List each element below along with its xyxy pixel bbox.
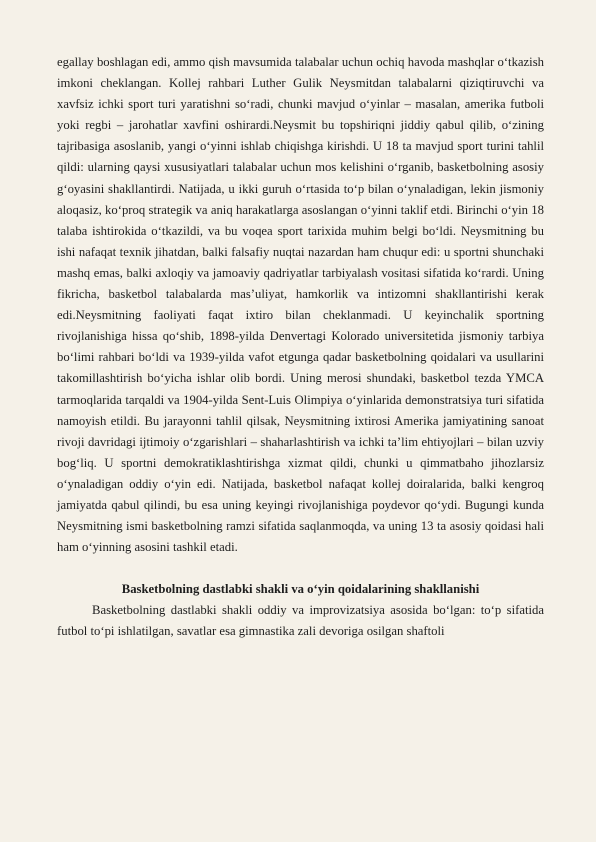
body-paragraph: egallay boshlagan edi, ammo qish mavsumida talabalar uchun ochiq havoda mashqlar o‘tkazish imkoni cheklangan. Kollej rahbari Luther Gulik Neysmitdan talabalarni qiziqtiruvchi va xavfsiz ichki sport turi yaratishni so‘radi, chunki mavjud o‘yinlar – masalan, amerika futboli yoki regbi – jarohatlar xavfini oshirardi.Neysmit bu topshiriqni jiddiy qabul qilib, o‘zining tajribasiga asoslanib, yangi o‘yinni ishlab chiqishga kirishdi. U 18 ta mavjud sport turini tahlil qildi: ularning qaysi xususiyatlari talabalar uchun mos kelishini o‘rganib, basketbolning asosiy g‘oyasini shakllantirdi. Natijada, u ikki guruh o‘rtasida to‘p bilan o‘ynaladigan, lekin jismoniy aloqasiz, ko‘proq strategik va aniq harakatlarga asoslangan o‘yinni taklif etdi. Birinchi o‘yin 18 talaba ishtirokida o‘tkazildi, va bu voqea sport tarixida muhim belgi bo‘ldi. Neysmitning bu ishi nafaqat texnik jihatdan, balki falsafiy nuqtai nazardan ham chuqur edi: u sportni shunchaki mashq emas, balki axloqiy va jamoaviy qadriyatlar tarbiyalash vositasi sifatida ko‘rardi. Uning fikricha, basketbol talabalarda mas’uliyat, hamkorlik va intizomni shakllantirishi kerak edi.Neysmitning faoliyati faqat ixtiro bilan cheklanmadi. U keyinchalik sportning rivojlanishiga hissa qo‘shib, 1898-yilda Denvertagi Kolorado universitetida jismoniy tarbiya bo‘limi rahbari bo‘ldi va 1939-yilda vafot etgunga qadar basketbolning qoidalari va usullarini takomillashtirish bo‘yicha ishlar olib bordi. Uning merosi shundaki, basketbol tezda YMCA tarmoqlarida tarqaldi va 1904-yilda Sent-Luis Olimpiya o‘yinlarida demonstratsiya turi sifatida namoyish etildi. Bu jarayonni tahlil qilsak, Neysmitning ixtirosi Amerika jamiyatining sanoat rivoji davridagi ijtimoiy o‘zgarishlari – shaharlashtirish va ichki ta’lim ehtiyojlari – bilan uzviy bog‘liq. U sportni demokratiklashtirishga xizmat qildi, chunki u qimmatbaho jihozlarsiz o‘ynaladigan oddiy o‘yin edi. Natijada, basketbol nafaqat kollej doiralarida, balki kengroq jamiyatda qabul qilindi, bu esa uning keyingi rivojlanishiga poydevor qo‘ydi. Bugungi kunda Neysmitning ismi basketbolning ramzi sifatida saqlanmoqda, va uning 13 ta asosiy qoidasi hali ham o‘yinning asosini tashkil etadi. [57,55,544,555]
document-body [57,52,544,643]
section-heading: Basketbolning dastlabki shakli va o‘yin qoidalarining shakllanishi [121,582,480,597]
body-paragraph: Basketbolning dastlabki shakli oddiy va improvizatsiya asosida bo‘lgan: to‘p sifatida futbol to‘pi ishlatilgan, savatlar esa gimnastika zali devoriga osilgan shaftoli [57,603,544,639]
